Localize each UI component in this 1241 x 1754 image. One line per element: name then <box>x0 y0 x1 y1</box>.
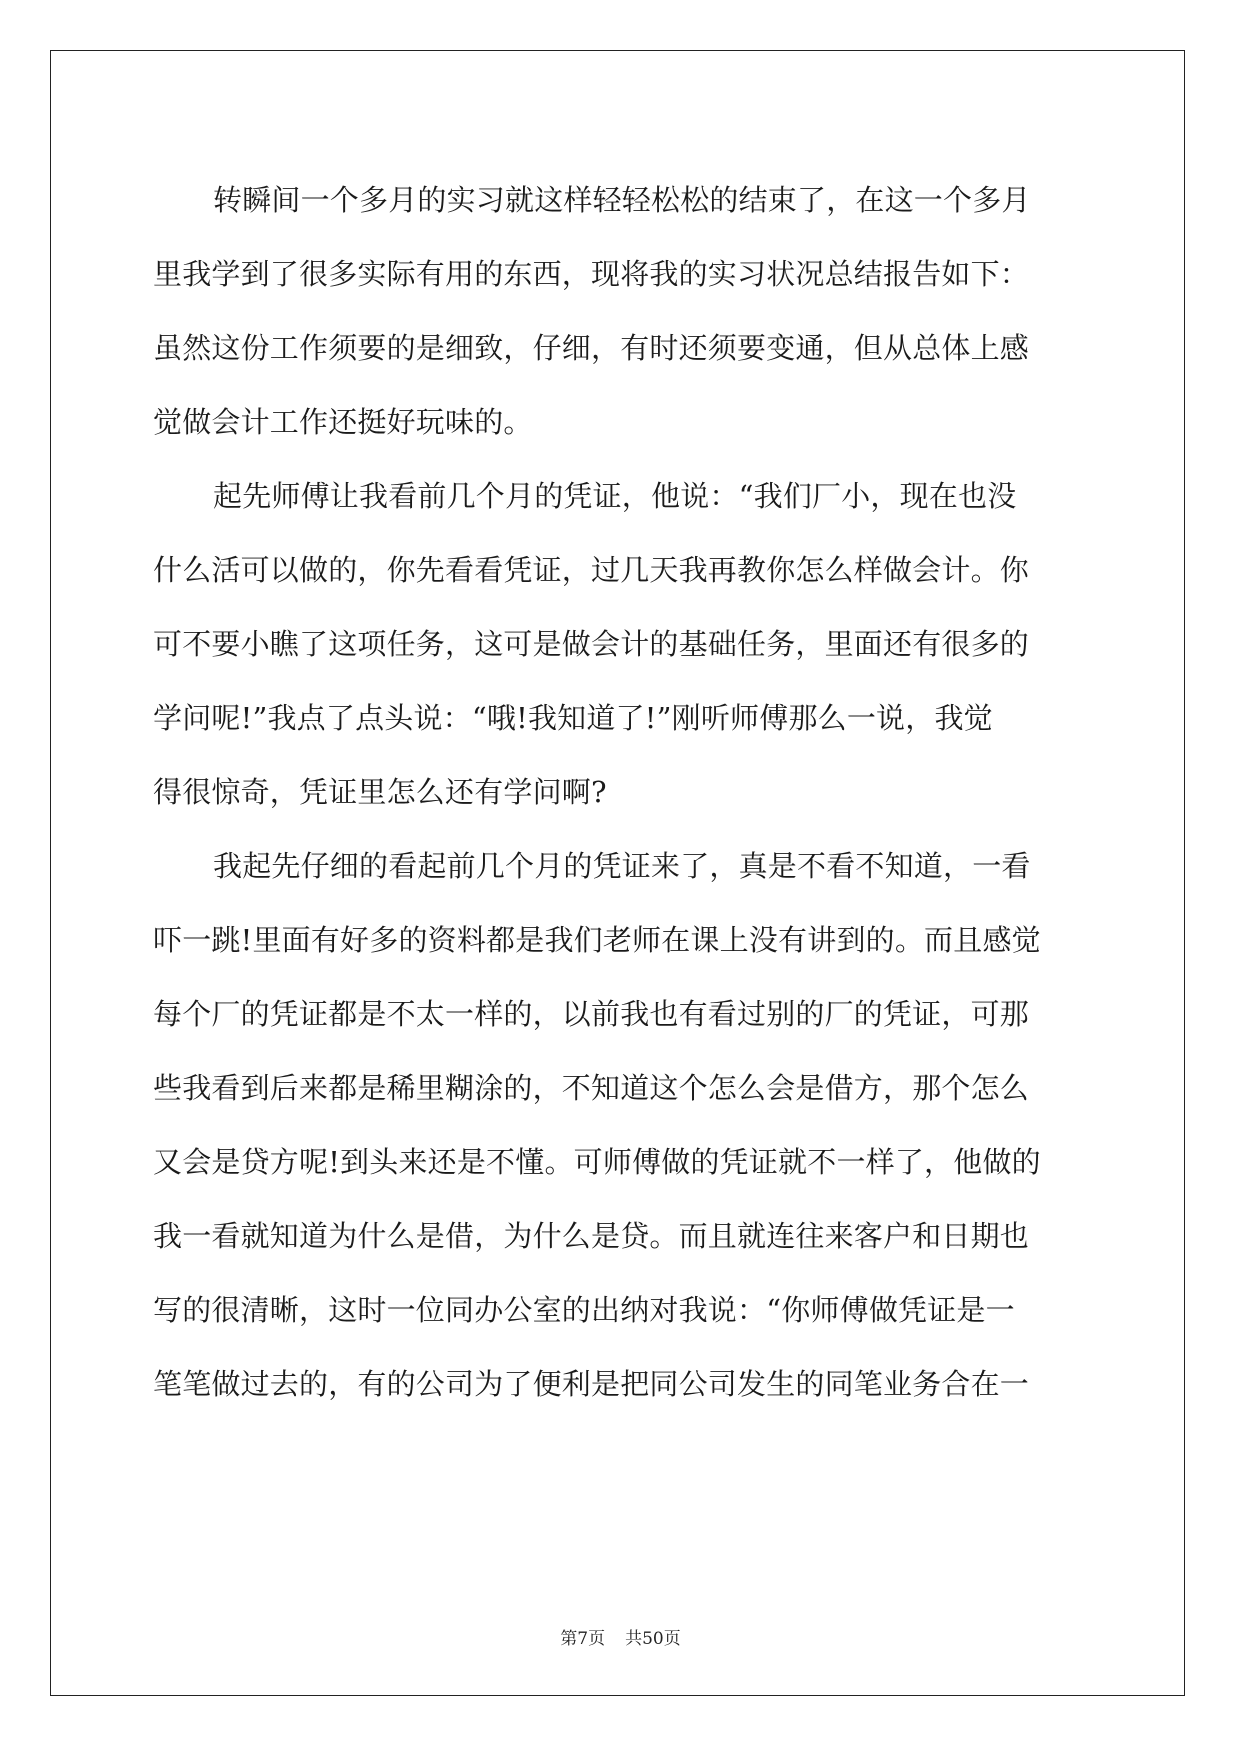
page-number: 第7页 <box>560 1629 606 1649</box>
paragraph-line: 可不要小瞧了这项任务，这可是做会计的基础任务，里面还有很多的 <box>153 627 1030 661</box>
paragraph-line: 些我看到后来都是稀里糊涂的，不知道这个怎么会是借方，那个怎么 <box>153 1071 1030 1105</box>
paragraph-line: 笔笔做过去的，有的公司为了便利是把同公司发生的同笔业务合在一 <box>153 1367 1030 1401</box>
paragraph-line: 学问呢!”我点了点头说：“哦!我知道了!”刚听师傅那么一说，我觉 <box>153 701 993 735</box>
document-body <box>153 163 1083 1421</box>
paragraph-line: 得很惊奇，凭证里怎么还有学问啊? <box>153 775 607 809</box>
paragraph-line: 我一看就知道为什么是借，为什么是贷。而且就连往来客户和日期也 <box>153 1219 1030 1253</box>
paragraph-line: 里我学到了很多实际有用的东西，现将我的实习状况总结报告如下： <box>153 257 1030 291</box>
page-total: 共50页 <box>625 1629 681 1649</box>
paragraph-line: 我起先仔细的看起前几个月的凭证来了，真是不看不知道，一看 <box>213 849 1031 883</box>
paragraph-line: 写的很清晰，这时一位同办公室的出纳对我说：“你师傅做凭证是一 <box>153 1293 1015 1327</box>
paragraph-line: 觉做会计工作还挺好玩味的。 <box>153 405 533 439</box>
paragraph-line: 又会是贷方呢!到头来还是不懂。可师傅做的凭证就不一样了，他做的 <box>153 1145 1041 1179</box>
page-footer <box>0 1624 1241 1649</box>
paragraph-line: 虽然这份工作须要的是细致，仔细，有时还须要变通，但从总体上感 <box>153 331 1030 365</box>
paragraph-line: 吓一跳!里面有好多的资料都是我们老师在课上没有讲到的。而且感觉 <box>153 923 1041 957</box>
paragraph-line: 起先师傅让我看前几个月的凭证，他说：“我们厂小，现在也没 <box>213 479 1017 513</box>
paragraph-line: 什么活可以做的，你先看看凭证，过几天我再教你怎么样做会计。你 <box>153 553 1030 587</box>
paragraph-line: 每个厂的凭证都是不太一样的，以前我也有看过别的厂的凭证，可那 <box>153 997 1030 1031</box>
paragraph-line: 转瞬间一个多月的实习就这样轻轻松松的结束了，在这一个多月 <box>213 183 1031 217</box>
